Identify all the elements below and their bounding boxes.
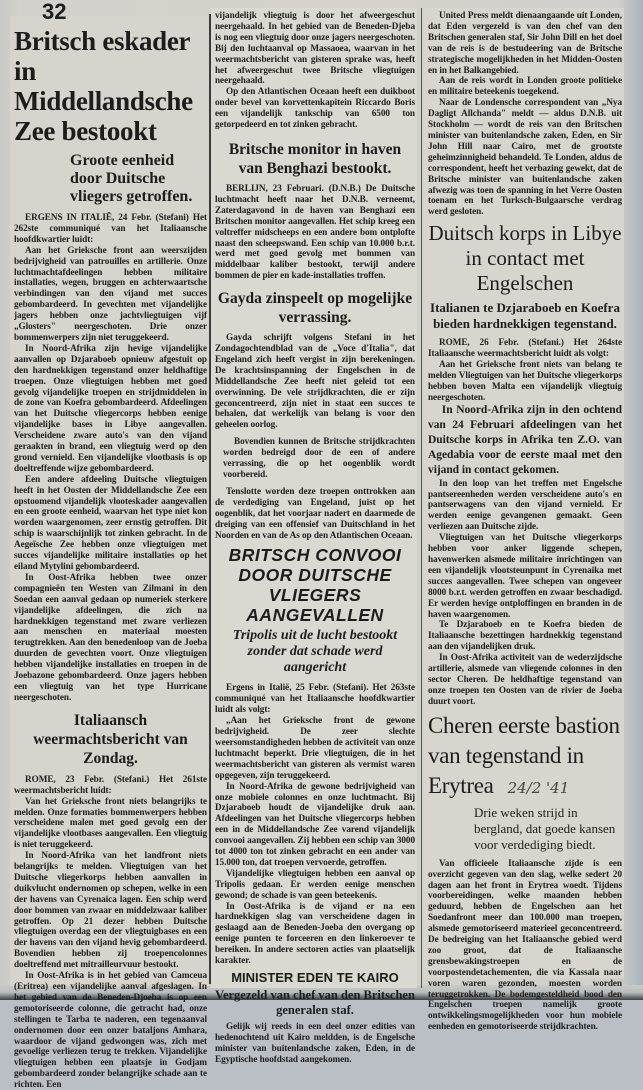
paragraph: Aan de reis wordt in Londen groote politieke en militaire beteekenis toegekend. — [428, 75, 622, 97]
headline-britsche-monitor: Britsche monitor in haven van Benghazi bestookt. — [228, 140, 402, 177]
headline-duitsch-korps: Duitsch korps in Libye in contact met Engelschen — [428, 221, 622, 296]
paragraph: Van het Grieksche front niets belangrijks te melden. Onze formaties bommenwerpers hebben verscheidene malen met goed gevolg een der vijandelijke vlootbases aangevallen. Een vliegtuig is niet teruggekeerd. — [14, 795, 207, 850]
page-number: 32 — [42, 0, 67, 24]
subhead-minister-eden: Vergezeld van chef van den Britschen generalen staf. — [215, 988, 415, 1017]
paragraph: In Noord-Afrika van het landfront niets belangrijks te melden. Vliegtuigen van het Duitsche vliegerkorps hebben aanvallen in duikvlucht ondernomen op schepen, welke in een der havens van Cyrenaica lagen. Een schip werd door bommen van zwaar en middelzwaar kaliber getroffen. Op 21 dezer hebben Duitsche vliegtuigen overdag een der vliegtuigbases en een der havens van den vijand hevig gebombardeerd. Bovendien hebben zij troepencolonnes doeltreffend met mitrailleurvuur bestookt. — [14, 850, 207, 970]
column-2 — [215, 10, 415, 1065]
paragraph: vijandelijk vliegtuig is door het afweergeschut neergehaald. In het gebied van de Beneden-Djeba is nog een vliegtuig door onze jagers neergeschoten. Bij den luchtaanval op Massaoea, waarvan in het weermachtsbericht van gisteren sprake was, heeft het afweergeschut twee Britsche vliegtuigen neergehaald. — [215, 10, 415, 86]
paragraph: Ergens in Italië, 25 Febr. (Stefani). Het 263ste communiqué van het Italiaansche hoofdkwartier luidt als volgt: — [215, 682, 415, 715]
headline-gayda: Gayda zinspeelt op mogelijke verrassing. — [217, 290, 413, 327]
subhead-duitsch-korps: Italianen te Dzjaraboeb en Koefra bieden hardnekkigen tegenstand. — [430, 300, 620, 332]
paragraph: Gelijk wij reeds in een deel onzer edities van hedenochtend uit Kairo meldden, is de Engelsche minister van buitenlandsche zaken, Eden, in de Egyptische hoofdstad aangekomen. — [215, 1021, 415, 1064]
headline-britsch-eskader: Britsch eskader in Middellandsche Zee bestookt — [14, 26, 193, 146]
column-3 — [428, 10, 622, 1032]
headline-cheren: Cheren eerste bastion van tegenstand in Erytrea — [428, 712, 620, 798]
column-divider — [209, 14, 211, 984]
column-1 — [14, 0, 207, 1090]
article-body-cheren — [428, 858, 622, 1033]
paragraph-highlight: In Noord-Afrika zijn in den ochtend van 24 Februari afdeelingen van het Duitsche korps in Afrika ten Z.O. van Agedabia voor de eerste maal met den vijand in contact gekomen. — [428, 403, 622, 476]
article-body-minister-eden — [215, 1021, 415, 1065]
article-body-duitsch-korps — [428, 337, 622, 706]
paragraph: Van officieele Italiaansche zijde is een overzicht gegeven van den slag, welke sedert 20 dagen aan het front in Erytrea woedt. Tijdens voorbereidingen, welke maanden hebben geduurd, hebben de Engelschen aan het Soedanfront meer dan 100.000 man troepen, alsmede gemotoriseerd materieel geconcentreerd. De bedreiging van het Italiaansche gebied werd zoo groot, dat de Italiaansche grensbewakingstroepen en de voorpostendetachementen, die via Kassala naar voren waren gezonden, moesten worden teruggetrokken. De bodemgesteldheid bood den Engelschen troepen namelijk groote ontwikkelingsmogelijkheden voor hun mobiele eenheden en gemotoriseerde strijdkrachten. — [428, 857, 622, 1032]
column-divider — [421, 8, 422, 988]
subhead-britsch-convooi: Tripolis uit de lucht bestookt zonder dat schade werd aangericht — [232, 628, 398, 676]
paragraph: In Noord-Afrika de gewone bedrijvigheid van onze mobiele colonnes en onze luchtmacht. Bij Dzjaraboeb houdt de vijandelijke druk aan. Afdeelingen van het Duitsche vliegercorps hebben een in de Middellandsche Zee varend vijandelijk convooi aangevallen. Zij hebben een schip van 3000 tot 4000 ton tot zinken gebracht en een ander van 15.000 ton, dat troepen vervoerde, getroffen. — [215, 780, 415, 867]
paragraph: In Oost-Afrika is in het gebied van Camceua (Eritrea) een vijandelijke aanval afgeslagen. In het gebied van de Beneden-Djoeba is op een gemotoriseerde colonne, die getracht had, onze stellingen te Tarba te naderen, een tegenaanval ondernomen door een onzer bataljons Amhara, waardoor de vijand gedwongen was, zich met gevoelige verliezen terug te trekken. Vijandelijke vliegtuigen hebben een plaatsje in Godjam gebombardeerd zonder belangrijke schade aan te richten. Een — [14, 970, 207, 1090]
article-body-britsch-convooi — [215, 682, 415, 966]
article-continuation-col2 — [215, 10, 415, 130]
article-continuation-col3 — [428, 10, 622, 217]
paragraph: United Press meldt dienaangaande uit Londen, dat Eden vergezeld is van den chef van den Britschen generalen staf, Sir John Dill en het doel van de reis is de bestudeering van de Britsche strategische mogelijkheden in het Midden-Oosten en in het Balkangebied. — [428, 10, 622, 75]
handwritten-date: 24/2 '41 — [507, 778, 570, 797]
article-body-britsch-eskader — [14, 212, 207, 703]
paragraph: In Oost-Afrika hebben twee onzer compagnieën ten Westen van Zilmani in den Soedan een aanval gedaan op numeriek sterkere vijandelijke afdeelingen, die zich na hardnekkigen tegenstand met zware verliezen aan menschen en materiaal moesten terugtrekken. Aan den benedenloop van de Joeba duurden de gevechten voort. Onze vliegtuigen hebben vijandelijke installaties en troepen in de Joebazone gebombardeerd. Onze jagers hebben een vliegtuig van het type Hurricane neergeschoten. — [14, 571, 207, 702]
paragraph: Aan het Grieksche front aan weerszijden bedrijvigheid van patrouilles en artillerie. Onze luchtmachtafdeelingen hebben militaire installaties, wegen, bruggen en achterwaartsche verbindingen van den vijand met succes gebombardeerd. In gevechten met vijandelijke jagers hebben onze jachtvliegtuigen vijf „Glosters" neergeschoten. Drie onzer bommenwerpers zijn niet teruggekeerd. — [14, 244, 207, 342]
paragraph: Bovendien kunnen de Britsche strijdkrachten worden bedreigd door de een of andere verrassing, die op het oogenblik wordt voorbereid. — [223, 436, 415, 479]
paragraph: In Noord-Afrika zijn hevige vijandelijke aanvallen op Dzjaraboeb opnieuw afgestuit op den hardnekkigen tegenstand onzer heldhaftige troepen. Onze vliegtuigen hebben met goed gevolg vijandelijke troepen en strijdmiddelen in de zone van Koefra gebombardeerd. Afdeelingen van het Duitsche vliegercorps hebben eenige vijandelijke bases in Libye aangevallen. Verscheidene zware auto's van den vijand geraakten in brand, een vliegtuig werd op den grond vernield. Een vijandelijke vlootbasis is op doeltreffende wijze gebombardeerd. — [14, 342, 207, 473]
paragraph: In den loop van het treffen met Engelsche pantsereenheden werden verscheidene auto's en pantserwagens van den vijand vernield. Er werden eenige gevangenen gemaakt. Geen verliezen aan Duitsche zijde. — [428, 477, 622, 532]
paragraph: Gayda schrijft volgens Stefani in het Zondagochtendblad van de „Voce d'Italia", dat Engeland zich heeft vergist in zijn berekeningen. De krachtsinspanning der Engelschen in de Middellandsche Zee heeft niet geleid tot een overwinning. De vele strijdkrachten, die er zijn geconcentreerd, zijn niet in staat een succes te behalen, dat werkelijk van belang is voor den geheelen oorlog. — [215, 332, 415, 430]
paragraph: Te Dzjaraboeb en te Koefra bieden de Italiaansche bezettingen hardnekkig tegenstand aan den vijandelijken druk. — [428, 619, 622, 652]
headline-cheren-block — [428, 711, 622, 801]
paragraph: Vliegtuigen van het Duitsche vliegerkorps hebben voor anker liggende schepen, havenwerken alsmede militaire inrichtingen van een vijandelijk vlootsteunpunt in Cyrenaika met succes aangevallen. Twee schepen van ongeveer 8000 b.r.t. werden getroffen en zwaar beschadigd. Er werden hevige ontploffingen en branden in de haven waargenomen. — [428, 532, 622, 619]
article-body-weermachtsbericht-zondag — [14, 774, 207, 1090]
paragraph: Tenslotte worden deze troepen onttrokken aan de verdediging van Engeland, juist op het oogenblik, dat het voorjaar nadert en daarmede de dreiging van een offensief van Duitschland in het Noorden en van de As op den Atlantischen Oceaan. — [215, 485, 415, 540]
paragraph: Aan het Grieksche front niets van belang te melden Vliegtuigen van het Duitsche vliegerkorps hebben boven Malta een vijandelijk vliegtuig neergeschoten. — [428, 359, 622, 402]
subhead-cheren: Drie weken strijd in bergland, dat goede kansen voor verdediging biedt. — [474, 804, 616, 852]
paragraph: ROME, 23 Febr. (Stefani.) Het 261ste weermachtsbericht luidt: — [14, 773, 207, 795]
paragraph: BERLIJN, 23 Februari. (D.N.B.) De Duitsche luchtmacht heeft naar het D.N.B. verneemt, Zaterdagavond in de haven van Benghazi een Britschen monitor aangevallen. Het schip kreeg een voltreffer midscheeps en een andere bom ontplofte naast den scheepswand. Een schip van 10.000 b.r.t. werd met goed gevolg met bommen van middelbaar kaliber bestookt, terwijl andere bommen de pier en kade-installaties troffen. — [215, 182, 415, 281]
paragraph: In Oost-Afrika activiteit van de wederzijdsche artillerie, alsmede van vliegende colonnes in den sector Cheren. De heldhaftige tegenstand van onze troepen ten Oosten van de rivier de Joeba duurt voort. — [428, 652, 622, 706]
paragraph: Naar de Londensche correspondent van „Nya Dagligt Allchanda" meldt — aldus D.N.B. uit Stockholm — wordt de reis van den Britschen minister van buitenlandsche zaken, Eden, en Sir John Hill naar Cairo, met de grootste geheimzinnigheid behandeld. Te Londen, aldus de correspondent, heeft het verbazing gewekt, dat de Britsche minister van buitenlandsche zaken afwezig was toen de spanning in het Verre Oosten toenam en het Turksch-Bulgaarsche verdrag werd gesloten. — [428, 97, 622, 217]
subhead-britsch-eskader: Groote eenheid door Duitsche vliegers getroffen. — [70, 152, 193, 205]
headline-britsch-convooi: BRITSCH CONVOOI DOOR DUITSCHE VLIEGERS AANGEVALLEN — [228, 545, 402, 626]
headline-weermachtsbericht-zondag: Italiaansch weermachtsbericht van Zondag. — [33, 711, 188, 767]
article-body-britsche-monitor — [215, 183, 415, 281]
paragraph: „Aan het Grieksche front de gewone bedrijvigheid. De zeer slechte weersomstandigheden hebben de activiteit van onze luchtmacht beperkt. Drie vliegtuigen, die in het weermachtsbericht van gisteren als vermist waren opgegeven, zijn teruggekeerd. — [215, 715, 415, 780]
headline-minister-eden: MINISTER EDEN TE KAIRO — [231, 970, 399, 985]
article-body-gayda — [215, 332, 415, 540]
paragraph: In Oost-Afrika is de vijand er na een hardnekkigen slag van verscheidene dagen in geslaagd aan de Beneden-Joeba den overgang op eenige punten te forceeren en den linkeroever te bereiken. In andere sectoren acties van plaatselijk karakter. — [215, 900, 415, 966]
paragraph: Vijandelijke vliegtuigen hebben een aanval op Tripolis gedaan. Er werden eenige menschen gewond; de schade is van geen beteekenis. — [215, 867, 415, 900]
paragraph: Op den Atlantischen Oceaan heeft een duikboot onder bevel van korvettenkapitein Riccardo Boris een vijandelijk tankschip van 6500 ton getorpedeerd en tot zinken gebracht. — [215, 86, 415, 130]
paragraph: ROME, 26 Febr. (Stefani.) Het 264ste Italiaansche weermachtsbericht luidt als volgt: — [428, 337, 622, 359]
paragraph: Een andere afdeeling Duitsche vliegtuigen heeft in het Oosten der Middellandsche Zee een opstoomend vijandelijk vlooteskader aangevallen en een groote eenheid, waarvan het type niet kon worden waargenomen, zeer ernstig getroffen. Dit schip is waarschijnlijk tot zinken gebracht. In de Aegeïsche Zee hebben onze vliegtuigen met succes vijandelijke militaire installaties op het eiland Mytylini gebombardeerd. — [14, 473, 207, 571]
paragraph: ERGENS IN ITALIË, 24 Febr. (Stefani) Het 262ste communiqué van het Italiaansche hoofdkwartier luidt: — [14, 212, 207, 244]
